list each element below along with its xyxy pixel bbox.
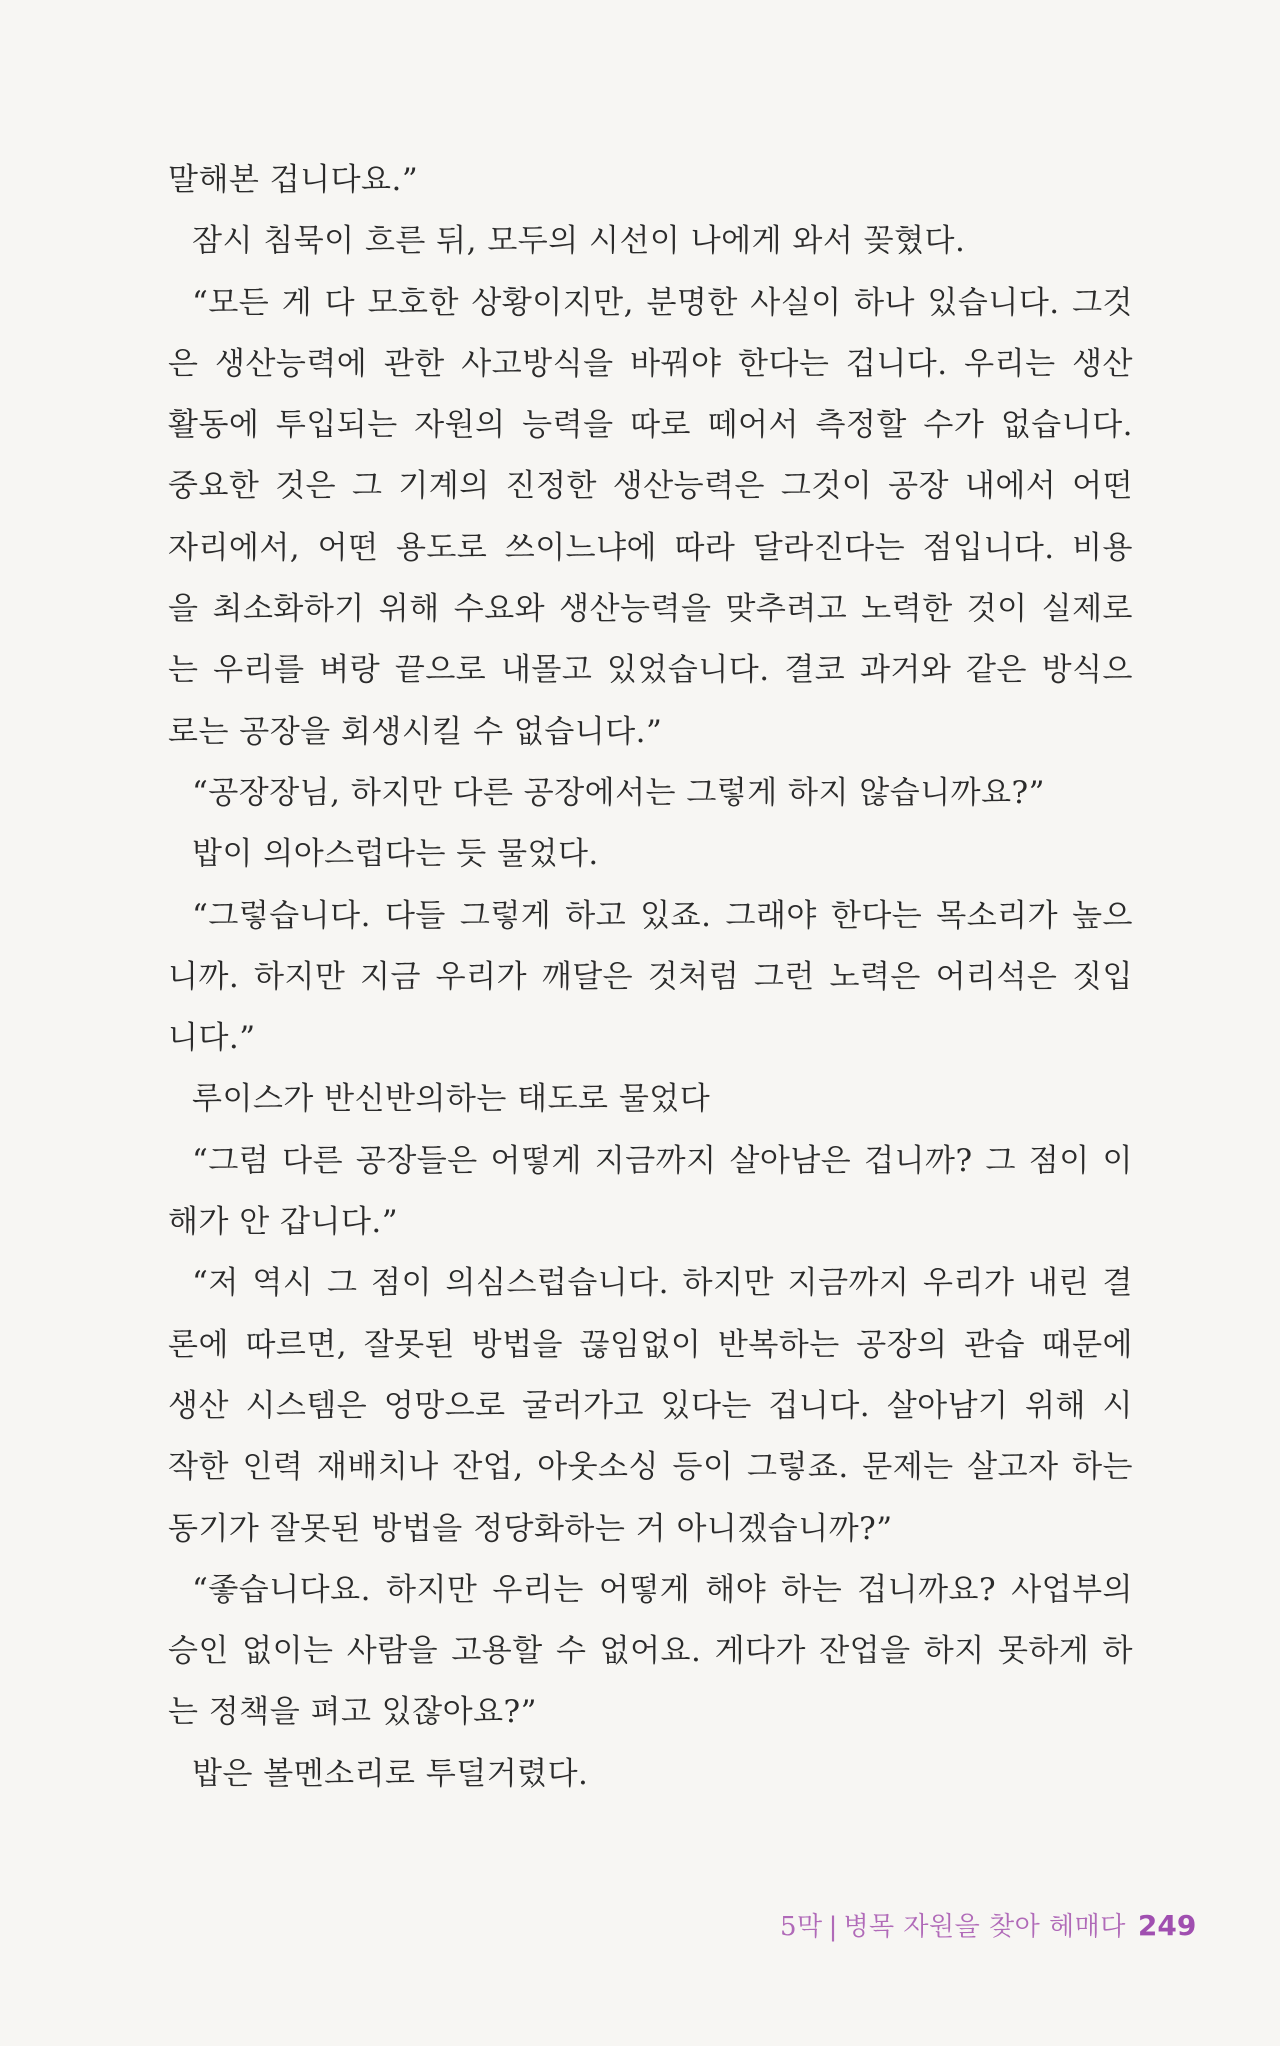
text-line: 동기가 잘못된 방법을 정당화하는 거 아니겠습니까?” xyxy=(168,1510,893,1547)
body-text xyxy=(168,150,1133,1805)
text-line: 잠시 침묵이 흐른 뒤, 모두의 시선이 나에게 와서 꽂혔다. xyxy=(192,223,966,260)
text-line: 니까. 하지만 지금 우리가 깨달은 것처럼 그런 노력은 어리석은 짓입 xyxy=(168,958,1133,995)
text-line: 활동에 투입되는 자원의 능력을 따로 떼어서 측정할 수가 없습니다. xyxy=(168,407,1133,444)
text-line: 니다.” xyxy=(168,1020,256,1057)
text-line: 말해본 겁니다요.” xyxy=(168,162,419,198)
text-line: 자리에서, 어떤 용도로 쓰이느냐에 따라 달라진다는 점입니다. 비용 xyxy=(168,529,1133,566)
text-line: “그럼 다른 공장들은 어떻게 지금까지 살아남은 겁니까? 그 점이 이 xyxy=(192,1142,1133,1179)
text-line: 는 우리를 벼랑 끝으로 내몰고 있었습니다. 결코 과거와 같은 방식으 xyxy=(168,652,1133,689)
running-footer xyxy=(780,1906,1200,1943)
text-line: 을 최소화하기 위해 수요와 생산능력을 맞추려고 노력한 것이 실제로 xyxy=(168,591,1133,628)
text-line: 밥은 볼멘소리로 투덜거렸다. xyxy=(192,1755,589,1792)
text-line: 생산 시스템은 엉망으로 굴러가고 있다는 겁니다. 살아남기 위해 시 xyxy=(168,1387,1133,1424)
text-line: 로는 공장을 회생시킬 수 없습니다.” xyxy=(168,713,663,750)
text-line: 론에 따르면, 잘못된 방법을 끊임없이 반복하는 공장의 관습 때문에 xyxy=(168,1326,1133,1363)
footer-title: 병목 자원을 찾아 헤매다 xyxy=(843,1912,1126,1942)
page-number: 249 xyxy=(1137,1909,1197,1942)
text-line: 해가 안 갑니다.” xyxy=(168,1204,399,1241)
text-line: “모든 게 다 모호한 상황이지만, 분명한 사실이 하나 있습니다. 그것 xyxy=(192,284,1133,321)
text-line: 중요한 것은 그 기계의 진정한 생산능력은 그것이 공장 내에서 어떤 xyxy=(168,468,1133,505)
text-line: 는 정책을 펴고 있잖아요?” xyxy=(168,1694,537,1731)
text-line: 은 생산능력에 관한 사고방식을 바꿔야 한다는 겁니다. 우리는 생산 xyxy=(168,345,1133,382)
text-line: 루이스가 반신반의하는 태도로 물었다 xyxy=(192,1081,711,1118)
text-line: 작한 인력 재배치나 잔업, 아웃소싱 등이 그렇죠. 문제는 살고자 하는 xyxy=(168,1449,1133,1486)
text-line: “공장장님, 하지만 다른 공장에서는 그렇게 하지 않습니까요?” xyxy=(192,774,1045,811)
text-line: 밥이 의아스럽다는 듯 물었다. xyxy=(192,836,599,873)
text-line: “좋습니다요. 하지만 우리는 어떻게 해야 하는 겁니까요? 사업부의 xyxy=(192,1571,1133,1608)
text-line: 승인 없이는 사람을 고용할 수 없어요. 게다가 잔업을 하지 못하게 하 xyxy=(168,1633,1133,1670)
footer-separator: | xyxy=(828,1912,838,1942)
text-line: “그렇습니다. 다들 그렇게 하고 있죠. 그래야 한다는 목소리가 높으 xyxy=(192,897,1133,934)
text-line: “저 역시 그 점이 의심스럽습니다. 하지만 지금까지 우리가 내린 결 xyxy=(192,1265,1133,1302)
footer-chapter: 5막 xyxy=(780,1912,823,1942)
